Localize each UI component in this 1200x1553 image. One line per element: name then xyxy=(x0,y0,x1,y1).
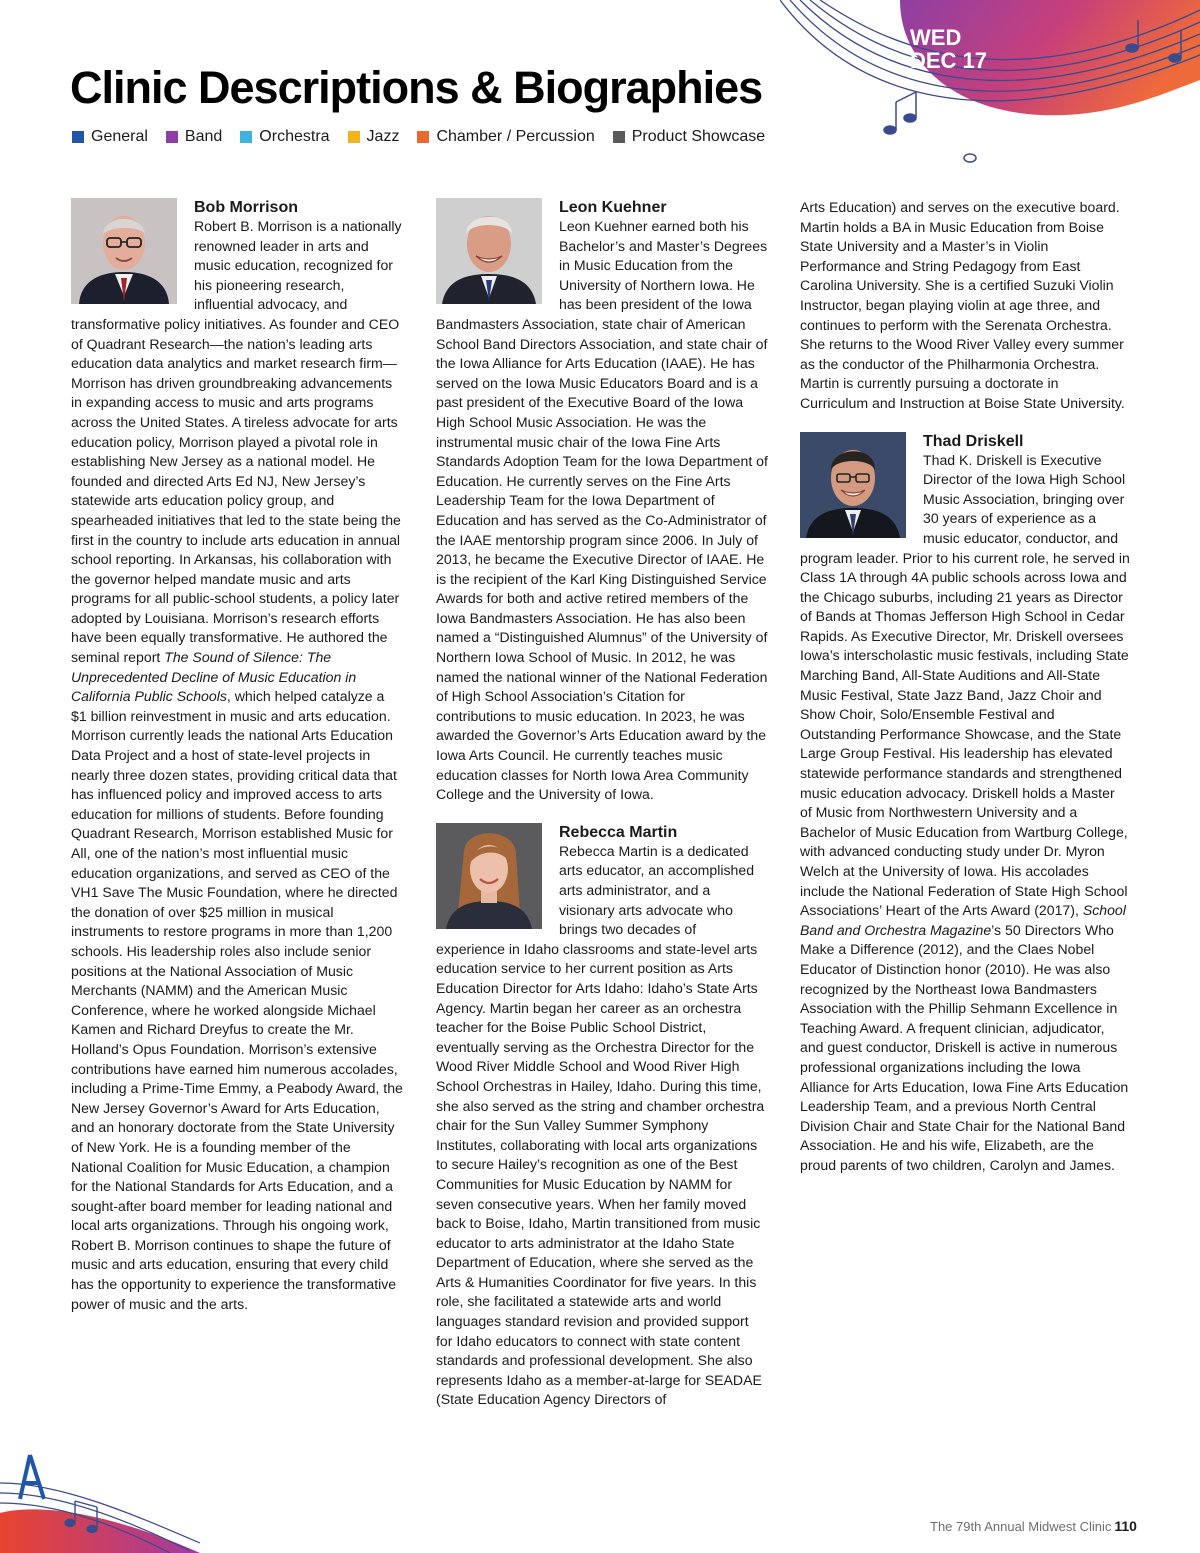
bio-text-part-2: Arts Education) and serves on the executive board. Martin holds a BA in Music Education from Boise State University and a Master’s in Violin Performance and String Pedagogy from East Carolina University. She is a certified Suzuki Violin Instructor, began playing violin at age three, and continues to perform with the Serenata Orchestra. She returns to the Wood River Valley every summer as the conductor of the Philharmonia Orchestra. Martin is currently pursuing a doctorate in Curriculum and Instruction at Boise State University. xyxy=(800,199,1125,411)
legend-swatch xyxy=(240,131,252,143)
portrait-photo-kuehner xyxy=(436,198,542,304)
date-day: WED xyxy=(910,25,962,50)
legend-item-general xyxy=(72,128,148,146)
page-footer xyxy=(930,1518,1137,1534)
magazine-title: School Band and Orchestra Magazine xyxy=(800,902,1126,938)
date-badge xyxy=(910,26,987,72)
portrait-photo-driskell xyxy=(800,432,906,538)
legend-label: General xyxy=(91,128,148,145)
page-number: 110 xyxy=(1114,1518,1137,1534)
bio-name: Rebecca Martin xyxy=(559,823,678,841)
legend-label: Band xyxy=(184,128,223,145)
bio-martin-continued xyxy=(800,198,1130,414)
legend-swatch xyxy=(417,131,429,143)
bio-spacer xyxy=(800,414,1130,432)
legend-label: Chamber / Percussion xyxy=(436,128,595,145)
music-staff-decoration xyxy=(780,0,1200,175)
legend-swatch xyxy=(613,131,625,143)
bio-text-intro: Robert B. Morrison is a nationally renowned leader in arts and music education, recognized for his pioneering research, influential advocacy, and transformative policy initiatives. As founder and CEO of Quadrant Research—the nation’s leading arts education data analytics and market research firm—Morrison has driven groundbreaking advancements in expanding access to music and arts programs across the United States. A tireless advocate for arts education policy, Morrison played a pivotal role in establishing New Jersey as a national model. He founded and directed Arts Ed NJ, New Jersey’s statewide arts education policy group, and spearheaded initiatives that led to the state being the first in the country to include arts education in annual school reporting. In Arkansas, his collaboration with the governor helped mandate music and arts programs for all public-school students, a policy later adopted by Louisiana. Morrison’s research efforts have been equally transformative. He authored the seminal report xyxy=(71,218,402,666)
legend-label: Jazz xyxy=(366,128,400,145)
page-title: Clinic Descriptions & Biographies xyxy=(70,62,763,113)
bio-text-rest: , which helped catalyze a $1 billion reinvestment in music and arts education. Morrison currently leads the national Arts Education Data Project and a host of state-level projects in nearly three dozen states, providing critical data that has influenced policy and improved access to arts education for millions of students. Before founding Quadrant Research, Morrison established Music for All, one of the nation’s most influential music education organizations, and served as CEO of the VH1 Save The Music Foundation, where he directed the donation of over $25 million in musical instruments to restore programs in more than 1,200 schools. His leadership roles also include senior positions at the National Association of Music Merchants (NAMM) and the American Music Conference, where he worked alongside Michael Kamen and Richard Dreyfus to create the Mr. Holland’s Opus Foundation. Morrison’s extensive contributions have earned him numerous accolades, including a Prime-Time Emmy, a Peabody Award, the New Jersey Governor’s Award for Arts Education, and an honorary doctorate from the State University of New York. He is a founding member of the National Coalition for Music Education, a champion for the National Standards for Arts Education, and a sought-after board member for leading national and local arts organizations. Through his ongoing work, Robert B. Morrison continues to shape the future of music and arts education, ensuring that every child has the opportunity to experience the transformative power of music and the arts. xyxy=(71,688,403,1312)
legend-item-orchestra xyxy=(240,128,329,146)
legend-item-chamber-percussion xyxy=(417,128,594,146)
legend-swatch xyxy=(72,131,84,143)
legend-item-band xyxy=(166,128,222,146)
bio-morrison xyxy=(71,198,403,1314)
category-legend xyxy=(72,128,765,146)
bio-driskell xyxy=(800,432,1130,1176)
bio-text-part-1: Rebecca Martin is a dedicated arts educator, an accomplished arts administrator, and a visionary arts advocate who brings two decades of experience in Idaho classrooms and state-level arts education service to her current position as Arts Education Director for Arts Idaho: Idaho’s State Arts Agency. Martin began her career as an orchestra teacher for the Boise Public School District, eventually serving as the Orchestra Director for the Wood River Middle School and Wood River High School Orchestras in Hailey, Idaho. During this time, she also served as the string and chamber orchestra chair for the Sun Valley Summer Symphony Institutes, collaborating with local arts organizations to secure Hailey’s recognition as one of the Best Communities for Music Education by NAMM for seven consecutive years. When her family moved back to Boise, Idaho, Martin transitioned from music educator to arts administrator at the Idaho State Department of Education, where she served as the Arts & Humanities Coordinator for five years. In this role, she facilitated a statewide arts and world languages standard revision and provided support for Idaho educators to connect with state content standards and professional development. She also represents Idaho as a member-at-large for SEADAE (State Education Agency Directors of xyxy=(436,842,765,1408)
portrait-photo-morrison xyxy=(71,198,177,304)
date-value: DEC 17 xyxy=(910,48,988,73)
bio-name: Bob Morrison xyxy=(194,199,298,216)
bio-name: Thad Driskell xyxy=(923,432,1024,450)
column-3 xyxy=(800,198,1130,1176)
bio-text xyxy=(800,451,1130,1176)
legend-label: Product Showcase xyxy=(631,128,766,145)
legend-item-product-showcase xyxy=(613,128,765,146)
report-title: The Sound of Silence: The Unprecedented Decline of Music Education in California Public Schools xyxy=(71,649,357,705)
bio-kuehner xyxy=(436,198,768,805)
portrait-photo-martin xyxy=(436,823,542,929)
bio-text-part-2: ’s 50 Directors Who Make a Difference (2012), and the Claes Nobel Educator of Distinction honor (2010). He was also recognized by the Northeast Iowa Bandmasters Association with the Phillip Sehmann Excellence in Teaching Award. A frequent clinician, adjudicator, and guest conductor, Driskell is active in numerous professional organizations including the Iowa Alliance for Arts Education, Iowa Fine Arts Education Leadership Team, and a previous North Central Division Chair and State Chair for the National Band Association. He and his wife, Elizabeth, are the proud parents of two children, Carolyn and James. xyxy=(800,921,1129,1173)
column-1 xyxy=(71,198,403,1314)
column-2 xyxy=(436,198,768,1410)
bio-text-part-1: Thad K. Driskell is Executive Director of the Iowa High School Music Association, bringing over 30 years of experience as a music educator, conductor, and program leader. Prior to his current role, he served in Class 1A through 4A public schools across Iowa and the Chicago suburbs, including 21 years as Director of Bands at Thomas Jefferson High School in Cedar Rapids. As Executive Director, Mr. Driskell oversees Iowa’s interscholastic music festivals, including State Marching Band, All-State Auditions and All-State Music Festival, State Jazz Band, Jazz Choir and Show Choir, Solo/Ensemble Festival and Outstanding Performance Showcase, and the State Large Group Festival. His leadership has elevated statewide performance standards and strengthened music education advocacy. Driskell holds a Master of Music from Northwestern University and a Bachelor of Music Education from Wartburg College, with advanced conducting study under Dr. Myron Welch at the University of Iowa. His accolades include the National Federation of State High School Associations’ Heart of the Arts Award (2017), xyxy=(800,451,1130,919)
footer-text: The 79th Annual Midwest Clinic xyxy=(930,1519,1112,1534)
bio-martin xyxy=(436,823,768,1410)
legend-swatch xyxy=(166,131,178,143)
bio-spacer xyxy=(436,805,768,823)
legend-item-jazz xyxy=(348,128,400,146)
legend-label: Orchestra xyxy=(259,128,330,145)
bio-text xyxy=(71,217,403,1314)
bio-text: Leon Kuehner earned both his Bachelor’s and Master’s Degrees in Music Education from the University of Northern Iowa. He has been president of the Iowa Bandmasters Association, state chair of American School Band Directors Association, and state chair of the Iowa Alliance for Arts Education (IAAE). He has served on the Iowa Music Educators Board and is a past president of the Executive Board of the Iowa High School Music Association. He was the instrumental music chair of the Iowa Fine Arts Standards Adoption Team for the Iowa Department of Education. He currently serves on the Fine Arts Leadership Team for the Iowa Department of Education and has served as the Co-Administrator of the IAAE mentorship program since 2006. In July of 2013, he became the Executive Director of IAAE. He is the recipient of the Karl King Distinguished Service Awards for both and active retired members of the Iowa Bandmasters Association. He has also been named a “Distinguished Alumnus” of the University of Northern Iowa School of Music. In 2012, he was named the national winner of the National Federation of High School Association’s Citation for contributions to music education. In 2023, he was awarded the Governor’s Arts Education award by the Iowa Arts Council. He currently teaches music education classes for North Iowa Area Community College and the University of Iowa. xyxy=(436,218,768,803)
music-clef-decoration xyxy=(0,1443,200,1553)
bio-name: Leon Kuehner xyxy=(559,199,667,216)
legend-swatch xyxy=(348,131,360,143)
